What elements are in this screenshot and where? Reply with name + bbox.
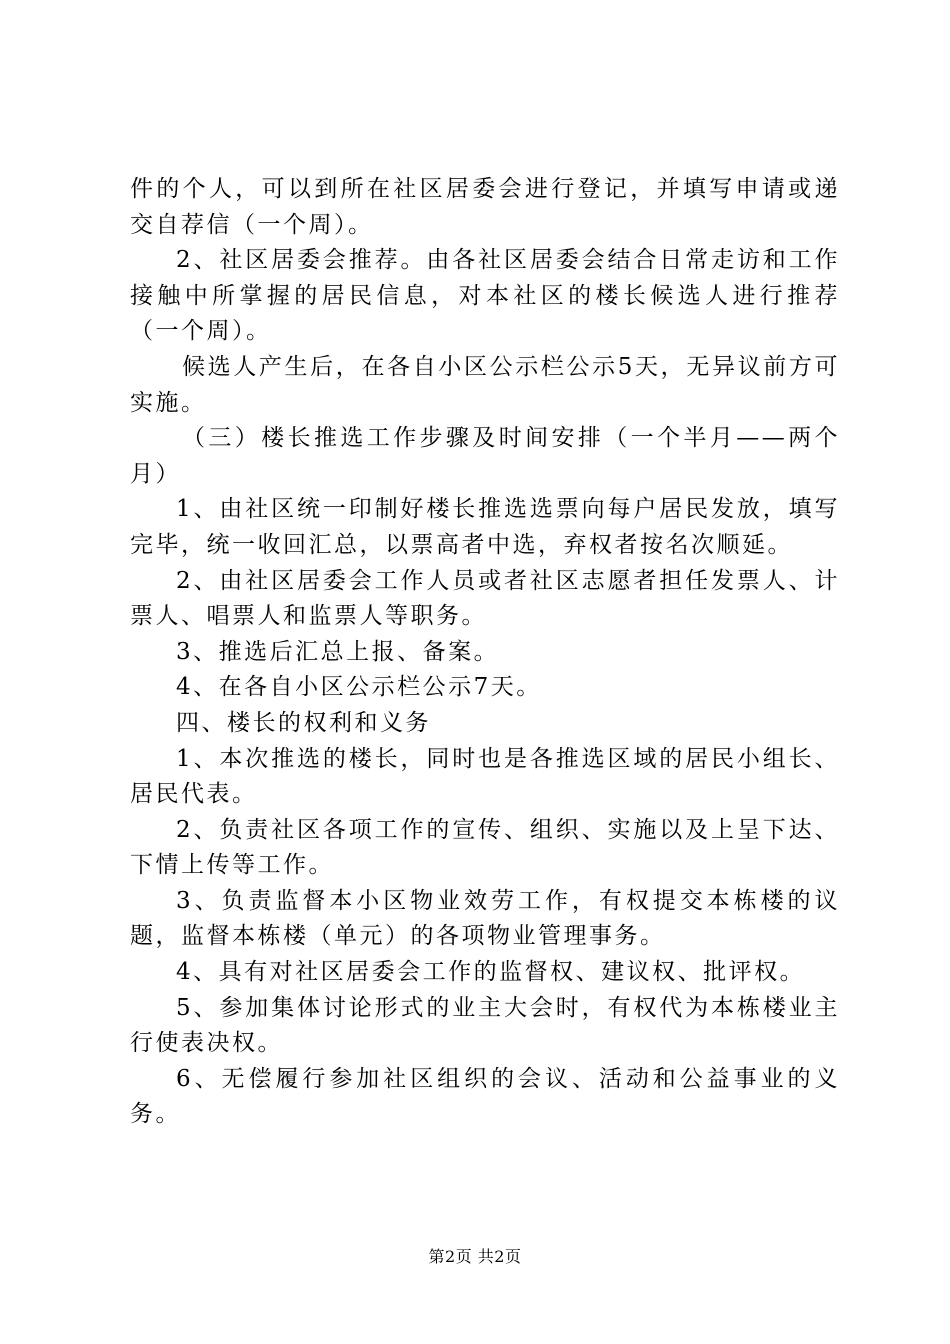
paragraph-community-recommend: 2、社区居委会推荐。由各社区居委会结合日常走访和工作接触中所掌握的居民信息，对本社区的楼长候选人进行推荐（一个周）。	[130, 247, 840, 345]
document-body	[130, 172, 840, 1133]
paragraph-right-6: 6、无偿履行参加社区组织的会议、活动和公益事业的义务。	[130, 1065, 840, 1128]
section-heading-steps: （三）楼长推选工作步骤及时间安排（一个半月——两个月）	[130, 425, 840, 487]
paragraph-step-1: 1、由社区统一印制好楼长推选选票向每户居民发放，填写完毕，统一收回汇总，以票高者中选，弃权者按名次顺延。	[130, 496, 840, 558]
paragraph-step-4: 4、在各自小区公示栏公示7天。	[176, 674, 542, 701]
paragraph-continuation: 件的个人，可以到所在社区居委会进行登记，并填写申请或递交自荐信（一个周）。	[130, 176, 840, 238]
paragraph-step-3: 3、推选后汇总上报、备案。	[176, 638, 500, 665]
paragraph-right-3: 3、负责监督本小区物业效劳工作，有权提交本栋楼的议题，监督本栋楼（单元）的各项物业管理事务。	[130, 887, 840, 950]
paragraph-right-4: 4、具有对社区居委会工作的监督权、建议权、批评权。	[176, 959, 806, 986]
paragraph-right-5: 5、参加集体讨论形式的业主大会时，有权代为本栋楼业主行使表决权。	[130, 994, 840, 1057]
section-heading-rights: 四、楼长的权利和义务	[176, 709, 431, 736]
page-number-footer: 第2页 共2页	[428, 1247, 522, 1266]
paragraph-step-2: 2、由社区居委会工作人员或者社区志愿者担任发票人、计票人、唱票人和监票人等职务。	[130, 567, 840, 630]
paragraph-right-2: 2、负责社区各项工作的宣传、组织、实施以及上呈下达、下情上传等工作。	[130, 816, 840, 879]
paragraph-candidate-publicity: 候选人产生后，在各自小区公示栏公示5天，无异议前方可实施。	[130, 353, 840, 416]
paragraph-right-1: 1、本次推选的楼长，同时也是各推选区域的居民小组长、居民代表。	[130, 745, 840, 808]
